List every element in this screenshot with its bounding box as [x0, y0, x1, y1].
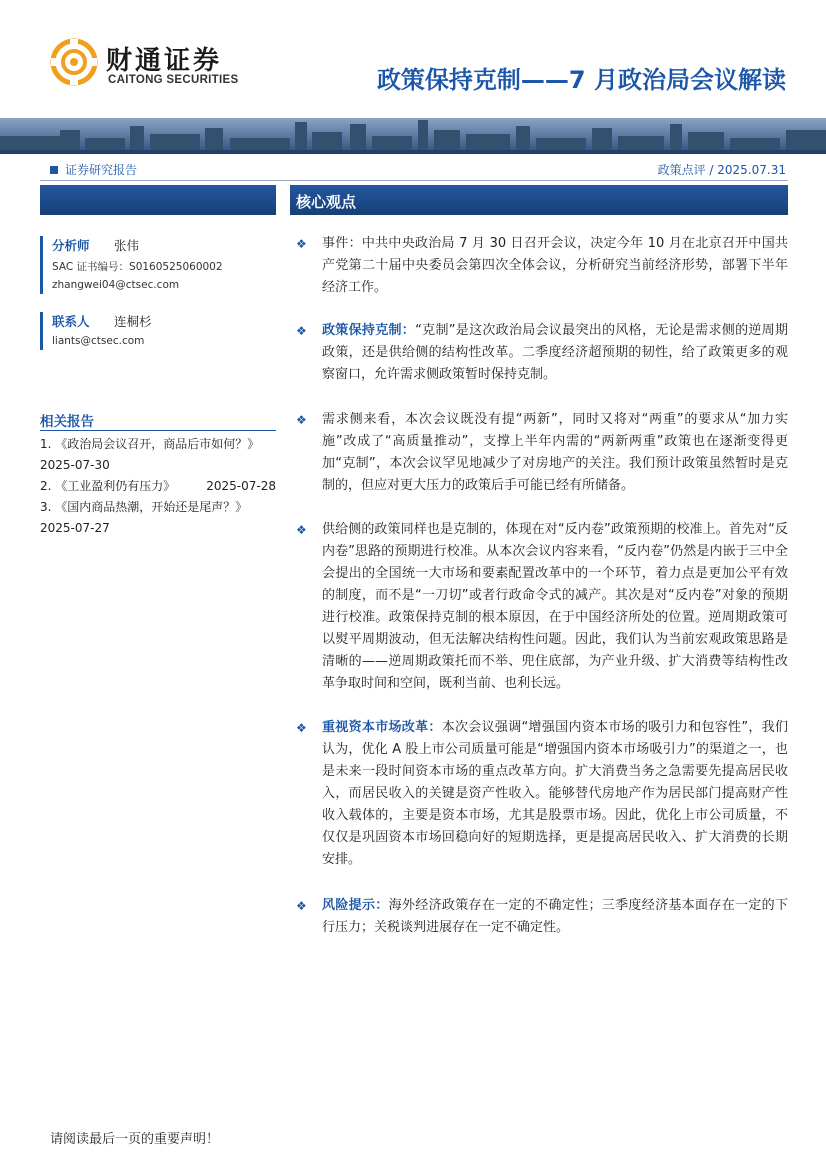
company-logo	[50, 38, 250, 98]
related-report-date: 2025-07-27	[40, 521, 110, 535]
left-column-header-bar	[40, 185, 276, 215]
contact-email[interactable]: liants@ctsec.com	[52, 335, 145, 347]
analyst-info	[40, 236, 276, 294]
core-views-header	[290, 185, 788, 215]
related-report-item[interactable]	[40, 434, 276, 476]
paragraph-text: 需求侧来看，本次会议既没有提“两新”，同时又将对“两重”的要求从“加力实施”改成了“高质量推动”，支撑上半年内需的“两新两重”政策也在逐渐变得更加“克制”，本次会议罕见地减少了对房地产的关注。我们预计政策虽然暂时是克制的，但应对更大压力的政策后手可能已经有所储备。	[322, 412, 788, 493]
analyst-sac-number: SAC 证书编号：S0160525060002	[52, 261, 223, 273]
core-paragraph	[296, 320, 788, 386]
report-type-text: 证券研究报告	[65, 163, 138, 177]
paragraph-text: “克制”是这次政治局会议最突出的风格，无论是需求侧的逆周期政策，还是供给侧的结构性改革。二季度经济超预期的韧性，给了政策更多的观察窗口，允许需求侧政策暂时保持克制。	[322, 323, 788, 382]
analyst-role: 分析师	[52, 238, 90, 253]
header-divider	[40, 180, 788, 181]
core-paragraph	[296, 519, 788, 695]
related-report-item[interactable]	[40, 497, 276, 539]
contact-role: 联系人	[52, 314, 90, 329]
paragraph-text: 事件：中共中央政治局 7 月 30 日召开会议，决定今年 10 月在北京召开中国共产党第二十届中央委员会第四次全体会议，分析研究当前经济形势，部署下半年经济工作。	[322, 236, 788, 295]
paragraph-lead: 政策保持克制：	[322, 323, 416, 338]
core-paragraph	[296, 409, 788, 497]
related-report-title[interactable]: 2. 《工业盈利仍有压力》	[40, 479, 176, 493]
paragraph-text: 本次会议强调“增强国内资本市场的吸引力和包容性”，我们认为，优化 A 股上市公司质量可能是“增强国内资本市场吸引力”的渠道之一，也是未来一段时间资本市场的重点改革方向。扩大消费当务之急需要先提高居民收入，而居民收入的关键是资产性收入。能够替代房地产作为居民部门提高财产性收入载体的，主要是资本市场，尤其是股票市场。因此，优化上市公司质量，不仅仅是巩固资本市场回稳向好的短期选择，更是提高居民收入、扩大消费的长期安排。	[322, 720, 788, 867]
related-report-date: 2025-07-28	[206, 479, 276, 493]
city-skyline-banner	[0, 118, 826, 154]
logo-english-name: CAITONG SECURITIES	[108, 74, 239, 86]
diamond-cluster-icon: ❖	[296, 324, 307, 338]
core-views-title: 核心观点	[296, 193, 357, 211]
related-report-title[interactable]: 1. 《政治局会议召开，商品后市如何？》	[40, 437, 260, 451]
square-bullet-icon	[50, 166, 58, 174]
diamond-cluster-icon: ❖	[296, 413, 307, 427]
contact-name: 连桐杉	[114, 314, 152, 329]
paragraph-lead: 重视资本市场改革：	[322, 720, 442, 735]
analyst-email[interactable]: zhangwei04@ctsec.com	[52, 279, 180, 291]
diamond-cluster-icon: ❖	[296, 237, 307, 251]
core-paragraph	[296, 233, 788, 299]
disclaimer-note: 请阅读最后一页的重要声明！	[50, 1132, 220, 1147]
related-reports-divider	[40, 430, 276, 431]
related-report-date: 2025-07-30	[40, 458, 110, 472]
related-reports-list	[40, 434, 276, 539]
report-title: 政策保持克制——7 月政治局会议解读	[376, 66, 786, 94]
paragraph-text: 供给侧的政策同样也是克制的，体现在对“反内卷”政策预期的校准上。首先对“反内卷”思路的预期进行校准。从本次会议内容来看，“反内卷”仍然是内嵌于三中全会提出的全国统一大市场和要素配置改革中的一个环节，着力点是更加公平有效的制度，而不是“一刀切”或者行政命令式的减产。其次是对“反内卷”对象的预期进行校准。政策保持克制的根本原因，在于中国经济所处的位置。逆周期政策可以熨平周期波动，但无法解决结构性问题。因此，我们认为当前宏观政策思路是清晰的——逆周期政策托而不举、兜住底部，为产业升级、扩大消费等结构性改革争取时间和空间，既利当前、也利长远。	[322, 522, 788, 691]
report-type-label	[50, 161, 137, 178]
diamond-cluster-icon: ❖	[296, 721, 307, 735]
diamond-cluster-icon: ❖	[296, 899, 307, 913]
related-reports-title: 相关报告	[40, 414, 94, 430]
related-report-title[interactable]: 3. 《国内商品热潮，开始还是尾声？》	[40, 500, 248, 514]
analyst-name: 张伟	[114, 238, 140, 253]
core-paragraph	[296, 895, 788, 939]
caitong-logo-icon	[50, 38, 98, 86]
paragraph-text: 海外经济政策存在一定的不确定性；三季度经济基本面存在一定的下行压力；关税谈判进展存在一定不确定性。	[322, 898, 788, 935]
diamond-cluster-icon: ❖	[296, 523, 307, 537]
report-category-date: 政策点评 / 2025.07.31	[657, 163, 786, 177]
core-paragraph	[296, 717, 788, 871]
logo-chinese-name: 财通证券	[106, 46, 223, 76]
related-report-item[interactable]	[40, 476, 276, 497]
paragraph-lead: 风险提示：	[322, 898, 389, 913]
contact-info	[40, 312, 276, 350]
